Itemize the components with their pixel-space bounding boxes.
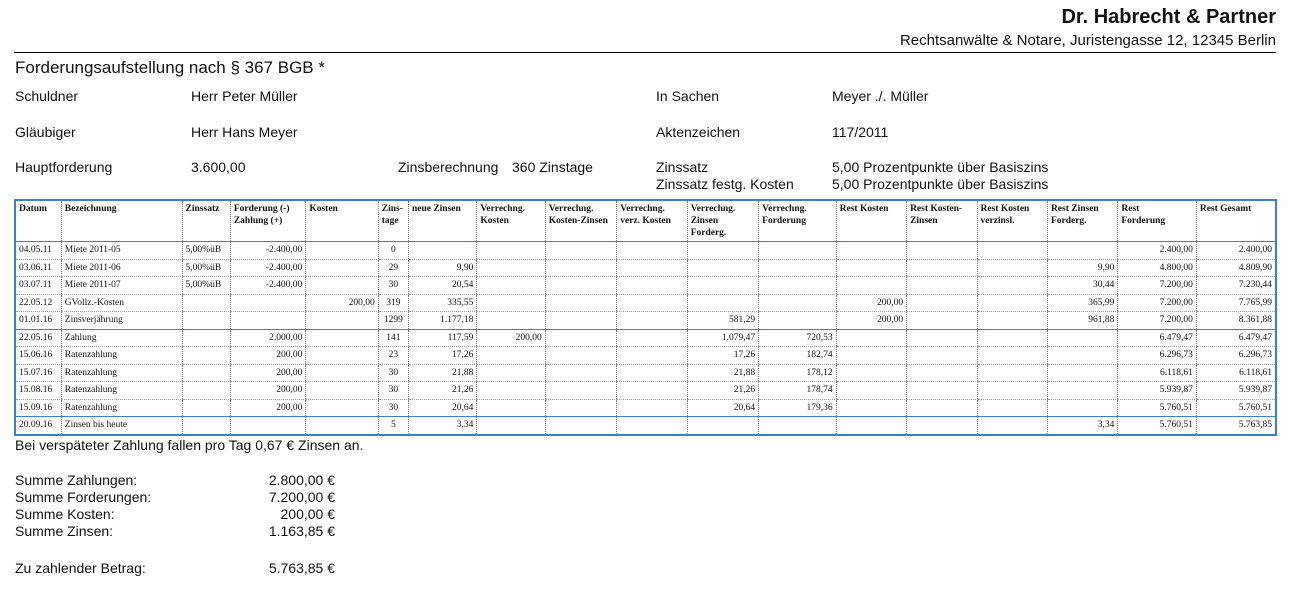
cell-neue-zinsen: 335,55 xyxy=(408,294,476,312)
cell-rest-zinsen-forderg xyxy=(1047,382,1117,400)
cell-rest-forderung: 5.760,51 xyxy=(1118,399,1196,417)
cell-kosten xyxy=(306,382,378,400)
cell-verrechng-zinsen-forderg xyxy=(687,242,758,260)
firm-name: Dr. Habrecht & Partner xyxy=(1061,6,1276,28)
cell-rest-kosten-verzinsl xyxy=(977,382,1047,400)
cell-rest-forderung: 6.118,61 xyxy=(1118,364,1196,382)
cell-neue-zinsen: 9,90 xyxy=(408,259,476,277)
cell-rest-kosten xyxy=(836,242,906,260)
cell-neue-zinsen: 117,59 xyxy=(408,329,476,347)
cell-neue-zinsen: 1.177,18 xyxy=(408,312,476,330)
cell-neue-zinsen xyxy=(408,242,476,260)
schuldner-value: Herr Peter Müller xyxy=(191,88,298,104)
cell-verrechng-verz-kosten xyxy=(617,347,687,365)
cell-rest-gesamt: 6.118,61 xyxy=(1196,364,1275,382)
cell-kosten xyxy=(306,259,378,277)
cell-bezeichnung: Ratenzahlung xyxy=(61,399,182,417)
table-row xyxy=(16,364,1275,382)
header-line: Forderg. xyxy=(690,228,727,238)
cell-kosten xyxy=(306,399,378,417)
cell-verrechng-kosten xyxy=(477,277,545,295)
header-line: Zahlung (+) xyxy=(233,216,283,226)
cell-zinstage: 1299 xyxy=(378,312,408,330)
in-sachen-label: In Sachen xyxy=(656,88,720,104)
header-line: neue Zinsen xyxy=(411,204,461,214)
in-sachen-value: Meyer ./. Müller xyxy=(832,88,929,104)
cell-verrechng-kosten-zinsen xyxy=(545,312,616,330)
header-line: Datum xyxy=(19,204,47,214)
header-bezeichnung xyxy=(61,201,182,242)
cell-zinstage: 29 xyxy=(378,259,408,277)
cell-rest-gesamt: 2.400,00 xyxy=(1196,242,1275,260)
cell-rest-kosten-zinsen xyxy=(907,399,977,417)
header-verrechng-verz-kosten xyxy=(617,201,687,242)
cell-rest-forderung: 6.296,73 xyxy=(1118,347,1196,365)
cell-verrechng-verz-kosten xyxy=(617,242,687,260)
cell-forderung-zahlung: -2.400,00 xyxy=(230,277,305,295)
cell-verrechng-kosten xyxy=(477,417,545,434)
cell-datum: 15.07.16 xyxy=(16,364,61,382)
cell-rest-kosten-zinsen xyxy=(907,417,977,434)
cell-forderung-zahlung xyxy=(230,312,305,330)
cell-verrechng-kosten xyxy=(477,312,545,330)
cell-verrechng-zinsen-forderg xyxy=(687,294,758,312)
cell-verrechng-zinsen-forderg xyxy=(687,259,758,277)
header-line: Rest Gesamt xyxy=(1199,204,1252,214)
cell-verrechng-forderung: 182,74 xyxy=(759,347,836,365)
total-label: Zu zahlender Betrag: xyxy=(15,560,146,576)
cell-datum: 15.09.16 xyxy=(16,399,61,417)
cell-verrechng-verz-kosten xyxy=(617,277,687,295)
cell-rest-zinsen-forderg xyxy=(1047,399,1117,417)
cell-verrechng-kosten xyxy=(477,399,545,417)
total-value: 5.763,85 € xyxy=(268,560,335,576)
cell-neue-zinsen: 20,64 xyxy=(408,399,476,417)
cell-kosten xyxy=(306,329,378,347)
cell-verrechng-kosten xyxy=(477,259,545,277)
cell-forderung-zahlung: 200,00 xyxy=(230,399,305,417)
cell-zinssatz: 5,00%üB xyxy=(182,277,230,295)
table-row xyxy=(16,347,1275,365)
cell-verrechng-kosten-zinsen xyxy=(545,382,616,400)
zinssatz-kosten-label: Zinssatz festg. Kosten xyxy=(656,176,794,192)
summary-value: 7.200,00 € xyxy=(268,489,335,505)
header-line: Zinssatz xyxy=(185,204,220,214)
header-rest-kosten-zinsen xyxy=(907,201,977,242)
cell-rest-kosten-zinsen xyxy=(907,259,977,277)
cell-rest-kosten-zinsen xyxy=(907,329,977,347)
cell-rest-kosten xyxy=(836,399,906,417)
header-line: Rest Kosten xyxy=(839,204,889,214)
summary-row xyxy=(15,489,335,506)
header-rest-kosten xyxy=(836,201,906,242)
hauptforderung-value: 3.600,00 xyxy=(191,159,246,175)
cell-rest-kosten-verzinsl xyxy=(977,277,1047,295)
summary-row xyxy=(15,523,335,540)
cell-forderung-zahlung xyxy=(230,417,305,434)
cell-kosten xyxy=(306,277,378,295)
table-row xyxy=(16,294,1275,312)
cell-rest-forderung: 5.760,51 xyxy=(1118,417,1196,434)
header-line: tage xyxy=(381,216,399,226)
cell-verrechng-forderung xyxy=(759,294,836,312)
summary-row xyxy=(15,472,335,489)
cell-rest-gesamt: 7.230,44 xyxy=(1196,277,1275,295)
header-line: Verrechng. xyxy=(620,204,665,214)
cell-verrechng-forderung xyxy=(759,277,836,295)
cell-forderung-zahlung: -2.400,00 xyxy=(230,259,305,277)
cell-rest-kosten-verzinsl xyxy=(977,364,1047,382)
cell-rest-kosten-verzinsl xyxy=(977,417,1047,434)
cell-zinssatz xyxy=(182,417,230,434)
cell-rest-kosten-verzinsl xyxy=(977,259,1047,277)
summary-label: Summe Kosten: xyxy=(15,506,115,522)
cell-rest-kosten-zinsen xyxy=(907,364,977,382)
cell-zinssatz xyxy=(182,329,230,347)
schuldner-label: Schuldner xyxy=(15,88,79,104)
summary-row xyxy=(15,506,335,523)
header-line: Verrechng. xyxy=(548,204,594,214)
cell-verrechng-zinsen-forderg: 21,26 xyxy=(687,382,758,400)
cell-kosten: 200,00 xyxy=(306,294,378,312)
header-line: Forderung xyxy=(1121,216,1166,226)
cell-neue-zinsen: 17,26 xyxy=(408,347,476,365)
header-line: Verrechng. xyxy=(480,204,525,214)
cell-verrechng-verz-kosten xyxy=(617,382,687,400)
claims-table-container xyxy=(14,199,1277,436)
cell-bezeichnung: Ratenzahlung xyxy=(61,364,182,382)
cell-neue-zinsen: 21,26 xyxy=(408,382,476,400)
cell-rest-gesamt: 6.479,47 xyxy=(1196,329,1275,347)
header-line: Verrechng. xyxy=(762,204,807,214)
cell-neue-zinsen: 3,34 xyxy=(408,417,476,434)
cell-verrechng-forderung xyxy=(759,312,836,330)
cell-zinssatz xyxy=(182,364,230,382)
cell-bezeichnung: Miete 2011-05 xyxy=(61,242,182,260)
cell-rest-gesamt: 4.809,90 xyxy=(1196,259,1275,277)
cell-verrechng-kosten xyxy=(477,294,545,312)
cell-rest-zinsen-forderg xyxy=(1047,364,1117,382)
cell-bezeichnung: GVollz.-Kosten xyxy=(61,294,182,312)
header-rest-forderung xyxy=(1118,201,1196,242)
cell-verrechng-kosten: 200,00 xyxy=(477,329,545,347)
table-row xyxy=(16,382,1275,400)
cell-verrechng-kosten-zinsen xyxy=(545,364,616,382)
header-line: Verrechng. xyxy=(690,204,736,214)
cell-kosten xyxy=(306,364,378,382)
table-row xyxy=(16,277,1275,295)
header-line: verz. Kosten xyxy=(620,216,671,226)
cell-bezeichnung: Zinsverjährung xyxy=(61,312,182,330)
cell-rest-kosten-zinsen xyxy=(907,242,977,260)
cell-verrechng-kosten xyxy=(477,242,545,260)
cell-neue-zinsen: 21,88 xyxy=(408,364,476,382)
header-zinssatz xyxy=(182,201,230,242)
cell-rest-forderung: 6.479,47 xyxy=(1118,329,1196,347)
cell-zinstage: 30 xyxy=(378,399,408,417)
cell-verrechng-verz-kosten xyxy=(617,259,687,277)
cell-rest-kosten: 200,00 xyxy=(836,312,906,330)
cell-verrechng-zinsen-forderg: 1.079,47 xyxy=(687,329,758,347)
cell-forderung-zahlung: -2.400,00 xyxy=(230,242,305,260)
cell-verrechng-verz-kosten xyxy=(617,329,687,347)
header-line: Kosten-Zinsen xyxy=(548,216,608,226)
cell-rest-kosten-verzinsl xyxy=(977,312,1047,330)
cell-verrechng-kosten-zinsen xyxy=(545,347,616,365)
cell-zinssatz xyxy=(182,312,230,330)
cell-rest-kosten-zinsen xyxy=(907,347,977,365)
cell-rest-zinsen-forderg: 365,99 xyxy=(1047,294,1117,312)
cell-zinstage: 30 xyxy=(378,382,408,400)
cell-rest-gesamt: 7.765,99 xyxy=(1196,294,1275,312)
glaeubiger-label: Gläubiger xyxy=(15,124,76,140)
cell-kosten xyxy=(306,417,378,434)
header-line: Zinsen xyxy=(910,216,938,226)
cell-verrechng-kosten-zinsen xyxy=(545,259,616,277)
cell-verrechng-forderung xyxy=(759,259,836,277)
cell-datum: 15.06.16 xyxy=(16,347,61,365)
cell-rest-kosten-verzinsl xyxy=(977,347,1047,365)
cell-datum: 04.05.11 xyxy=(16,242,61,260)
cell-datum: 20.09.16 xyxy=(19,420,53,431)
aktenzeichen-value: 117/2011 xyxy=(832,124,889,140)
cell-forderung-zahlung: 2.000,00 xyxy=(230,329,305,347)
cell-rest-zinsen-forderg: 3,34 xyxy=(1047,417,1117,434)
cell-rest-gesamt: 5.939,87 xyxy=(1196,382,1275,400)
zinssatz-value: 5,00 Prozentpunkte über Basiszins xyxy=(832,159,1049,175)
cell-neue-zinsen: 20,54 xyxy=(408,277,476,295)
header-line: Rest Kosten- xyxy=(910,204,963,214)
cell-verrechng-kosten-zinsen xyxy=(545,294,616,312)
cell-verrechng-kosten-zinsen xyxy=(545,399,616,417)
cell-rest-forderung: 2.400,00 xyxy=(1118,242,1196,260)
total-amount-row xyxy=(15,560,335,577)
cell-verrechng-verz-kosten xyxy=(617,417,687,434)
header-line: Rest Kosten xyxy=(980,204,1030,214)
cell-verrechng-zinsen-forderg: 581,29 xyxy=(687,312,758,330)
summary-value: 2.800,00 € xyxy=(268,472,335,488)
late-payment-note: Bei verspäteter Zahlung fallen pro Tag 0,67 € Zinsen an. xyxy=(15,437,364,453)
header-forderung-zahlung xyxy=(230,201,305,242)
cell-forderung-zahlung: 200,00 xyxy=(230,382,305,400)
cell-zinstage: 0 xyxy=(378,242,408,260)
header-line: Rest xyxy=(1121,204,1140,214)
cell-verrechng-forderung xyxy=(759,242,836,260)
summary-value: 1.163,85 € xyxy=(268,523,335,539)
cell-rest-gesamt: 5.760,51 xyxy=(1196,399,1275,417)
header-neue-zinsen xyxy=(408,201,476,242)
header-line: Bezeichnung xyxy=(64,204,117,214)
header-verrechng-kosten xyxy=(477,201,545,242)
claims-table xyxy=(16,201,1275,434)
header-verrechng-forderung xyxy=(759,201,836,242)
cell-zinssatz xyxy=(182,294,230,312)
cell-verrechng-kosten-zinsen xyxy=(545,329,616,347)
cell-zinssatz xyxy=(182,347,230,365)
table-row xyxy=(16,259,1275,277)
summary-label: Summe Zahlungen: xyxy=(15,472,138,488)
cell-datum: 22.05.12 xyxy=(16,294,61,312)
cell-rest-zinsen-forderg: 30,44 xyxy=(1047,277,1117,295)
cell-rest-forderung: 7.200,00 xyxy=(1118,312,1196,330)
cell-zinstage: 319 xyxy=(378,294,408,312)
cell-rest-kosten: 200,00 xyxy=(836,294,906,312)
cell-bezeichnung: Miete 2011-06 xyxy=(61,259,182,277)
cell-verrechng-forderung: 720,53 xyxy=(759,329,836,347)
cell-verrechng-zinsen-forderg: 17,26 xyxy=(687,347,758,365)
header-line: verzinsl. xyxy=(980,216,1015,226)
cell-verrechng-verz-kosten xyxy=(617,294,687,312)
cell-verrechng-kosten-zinsen xyxy=(545,242,616,260)
cell-rest-kosten-verzinsl xyxy=(977,329,1047,347)
header-verrechng-zinsen-forderg xyxy=(687,201,758,242)
cell-rest-zinsen-forderg xyxy=(1047,242,1117,260)
cell-rest-zinsen-forderg: 961,88 xyxy=(1047,312,1117,330)
summary-label: Summe Forderungen: xyxy=(15,489,152,505)
cell-verrechng-kosten xyxy=(477,364,545,382)
summary-label: Summe Zinsen: xyxy=(15,523,114,539)
cell-rest-forderung: 7.200,00 xyxy=(1118,277,1196,295)
cell-datum: 01.01.16 xyxy=(16,312,61,330)
zinssatz-label: Zinssatz xyxy=(656,159,709,175)
cell-verrechng-kosten xyxy=(477,347,545,365)
table-row xyxy=(16,242,1275,260)
header-line: Zinsen xyxy=(690,216,719,226)
cell-verrechng-forderung: 179,36 xyxy=(759,399,836,417)
cell-verrechng-forderung: 178,12 xyxy=(759,364,836,382)
header-rest-zinsen-forderg xyxy=(1047,201,1117,242)
cell-rest-kosten-verzinsl xyxy=(977,242,1047,260)
cell-rest-kosten-zinsen xyxy=(907,382,977,400)
cell-rest-gesamt: 8.361,88 xyxy=(1196,312,1275,330)
header-kosten xyxy=(306,201,378,242)
zinsberechnung-label: Zinsberechnung xyxy=(398,159,499,175)
cell-rest-kosten xyxy=(836,382,906,400)
header-rest-gesamt xyxy=(1196,201,1275,242)
header-datum xyxy=(16,201,61,242)
cell-verrechng-zinsen-forderg xyxy=(687,417,758,434)
table-row xyxy=(16,329,1275,347)
cell-rest-kosten xyxy=(836,364,906,382)
header-line: Forderung xyxy=(762,216,806,226)
cell-zinssatz: 5,00%üB xyxy=(182,242,230,260)
cell-rest-kosten xyxy=(836,347,906,365)
cell-forderung-zahlung: 200,00 xyxy=(230,347,305,365)
header-line: Forderung (-) xyxy=(233,204,290,214)
cell-rest-forderung: 4.800,00 xyxy=(1118,259,1196,277)
table-row xyxy=(16,399,1275,417)
cell-verrechng-forderung: 178,74 xyxy=(759,382,836,400)
cell-zinstage: 23 xyxy=(378,347,408,365)
cell-zinstage: 141 xyxy=(378,329,408,347)
cell-rest-kosten-verzinsl xyxy=(977,294,1047,312)
cell-verrechng-verz-kosten xyxy=(617,312,687,330)
cell-kosten xyxy=(306,312,378,330)
zinsberechnung-value: 360 Zinstage xyxy=(512,159,593,175)
cell-rest-kosten-verzinsl xyxy=(977,399,1047,417)
header-rule xyxy=(14,52,1276,53)
cell-rest-gesamt: 6.296,73 xyxy=(1196,347,1275,365)
cell-zinssatz xyxy=(182,382,230,400)
cell-verrechng-kosten xyxy=(477,382,545,400)
cell-rest-kosten-zinsen xyxy=(907,294,977,312)
header-rest-kosten-verzinsl xyxy=(977,201,1047,242)
header-verrechng-kosten-zinsen xyxy=(545,201,616,242)
header-line: Zins- xyxy=(381,204,403,214)
cell-verrechng-zinsen-forderg: 20,64 xyxy=(687,399,758,417)
header-line: Rest Zinsen xyxy=(1050,204,1099,214)
cell-verrechng-forderung xyxy=(759,417,836,434)
cell-zinstage: 30 xyxy=(378,364,408,382)
cell-verrechng-verz-kosten xyxy=(617,399,687,417)
cell-bezeichnung: Zahlung xyxy=(61,329,182,347)
cell-rest-kosten-zinsen xyxy=(907,312,977,330)
table-header-row xyxy=(16,201,1275,242)
cell-bezeichnung: Ratenzahlung xyxy=(61,382,182,400)
cell-bezeichnung: Miete 2011-07 xyxy=(61,277,182,295)
cell-zinstage: 30 xyxy=(378,277,408,295)
header-line: Kosten xyxy=(309,204,338,214)
cell-datum: 03.06.11 xyxy=(16,259,61,277)
cell-datum: 22.05.16 xyxy=(16,329,61,347)
header-zinstage xyxy=(378,201,408,242)
cell-datum: 15.08.16 xyxy=(16,382,61,400)
glaeubiger-value: Herr Hans Meyer xyxy=(191,124,298,140)
cell-rest-gesamt: 5.763,85 xyxy=(1196,417,1275,434)
table-row xyxy=(16,417,1275,434)
cell-rest-zinsen-forderg: 9,90 xyxy=(1047,259,1117,277)
cell-rest-kosten xyxy=(836,277,906,295)
zinssatz-kosten-value: 5,00 Prozentpunkte über Basiszins xyxy=(832,176,1049,192)
cell-datum: 03.07.11 xyxy=(16,277,61,295)
cell-zinssatz: 5,00%üB xyxy=(182,259,230,277)
cell-rest-kosten xyxy=(836,259,906,277)
hauptforderung-label: Hauptforderung xyxy=(15,159,113,175)
document-title: Forderungsaufstellung nach § 367 BGB * xyxy=(15,58,325,77)
cell-rest-kosten-zinsen xyxy=(907,277,977,295)
cell-forderung-zahlung xyxy=(230,294,305,312)
cell-bezeichnung: Ratenzahlung xyxy=(61,347,182,365)
summary-block xyxy=(15,472,335,540)
cell-rest-forderung: 7.200,00 xyxy=(1118,294,1196,312)
cell-verrechng-zinsen-forderg xyxy=(687,277,758,295)
cell-verrechng-kosten-zinsen xyxy=(545,277,616,295)
cell-kosten xyxy=(306,242,378,260)
header-line: Kosten xyxy=(480,216,509,226)
cell-rest-zinsen-forderg xyxy=(1047,329,1117,347)
table-row xyxy=(16,312,1275,330)
cell-rest-zinsen-forderg xyxy=(1047,347,1117,365)
cell-rest-forderung: 5.939,87 xyxy=(1118,382,1196,400)
cell-kosten xyxy=(306,347,378,365)
cell-verrechng-kosten-zinsen xyxy=(545,417,616,434)
summary-value: 200,00 € xyxy=(280,506,335,522)
cell-zinstage: 5 xyxy=(378,417,408,434)
cell-rest-kosten xyxy=(836,329,906,347)
cell-verrechng-zinsen-forderg: 21,88 xyxy=(687,364,758,382)
cell-bezeichnung: Zinsen bis heute xyxy=(61,417,182,434)
cell-forderung-zahlung: 200,00 xyxy=(230,364,305,382)
header-line: Forderg. xyxy=(1050,216,1087,226)
firm-address: Rechtsanwälte & Notare, Juristengasse 12, 12345 Berlin xyxy=(899,32,1276,49)
cell-verrechng-verz-kosten xyxy=(617,364,687,382)
cell-rest-kosten xyxy=(836,417,906,434)
aktenzeichen-label: Aktenzeichen xyxy=(656,124,741,140)
cell-zinssatz xyxy=(182,399,230,417)
